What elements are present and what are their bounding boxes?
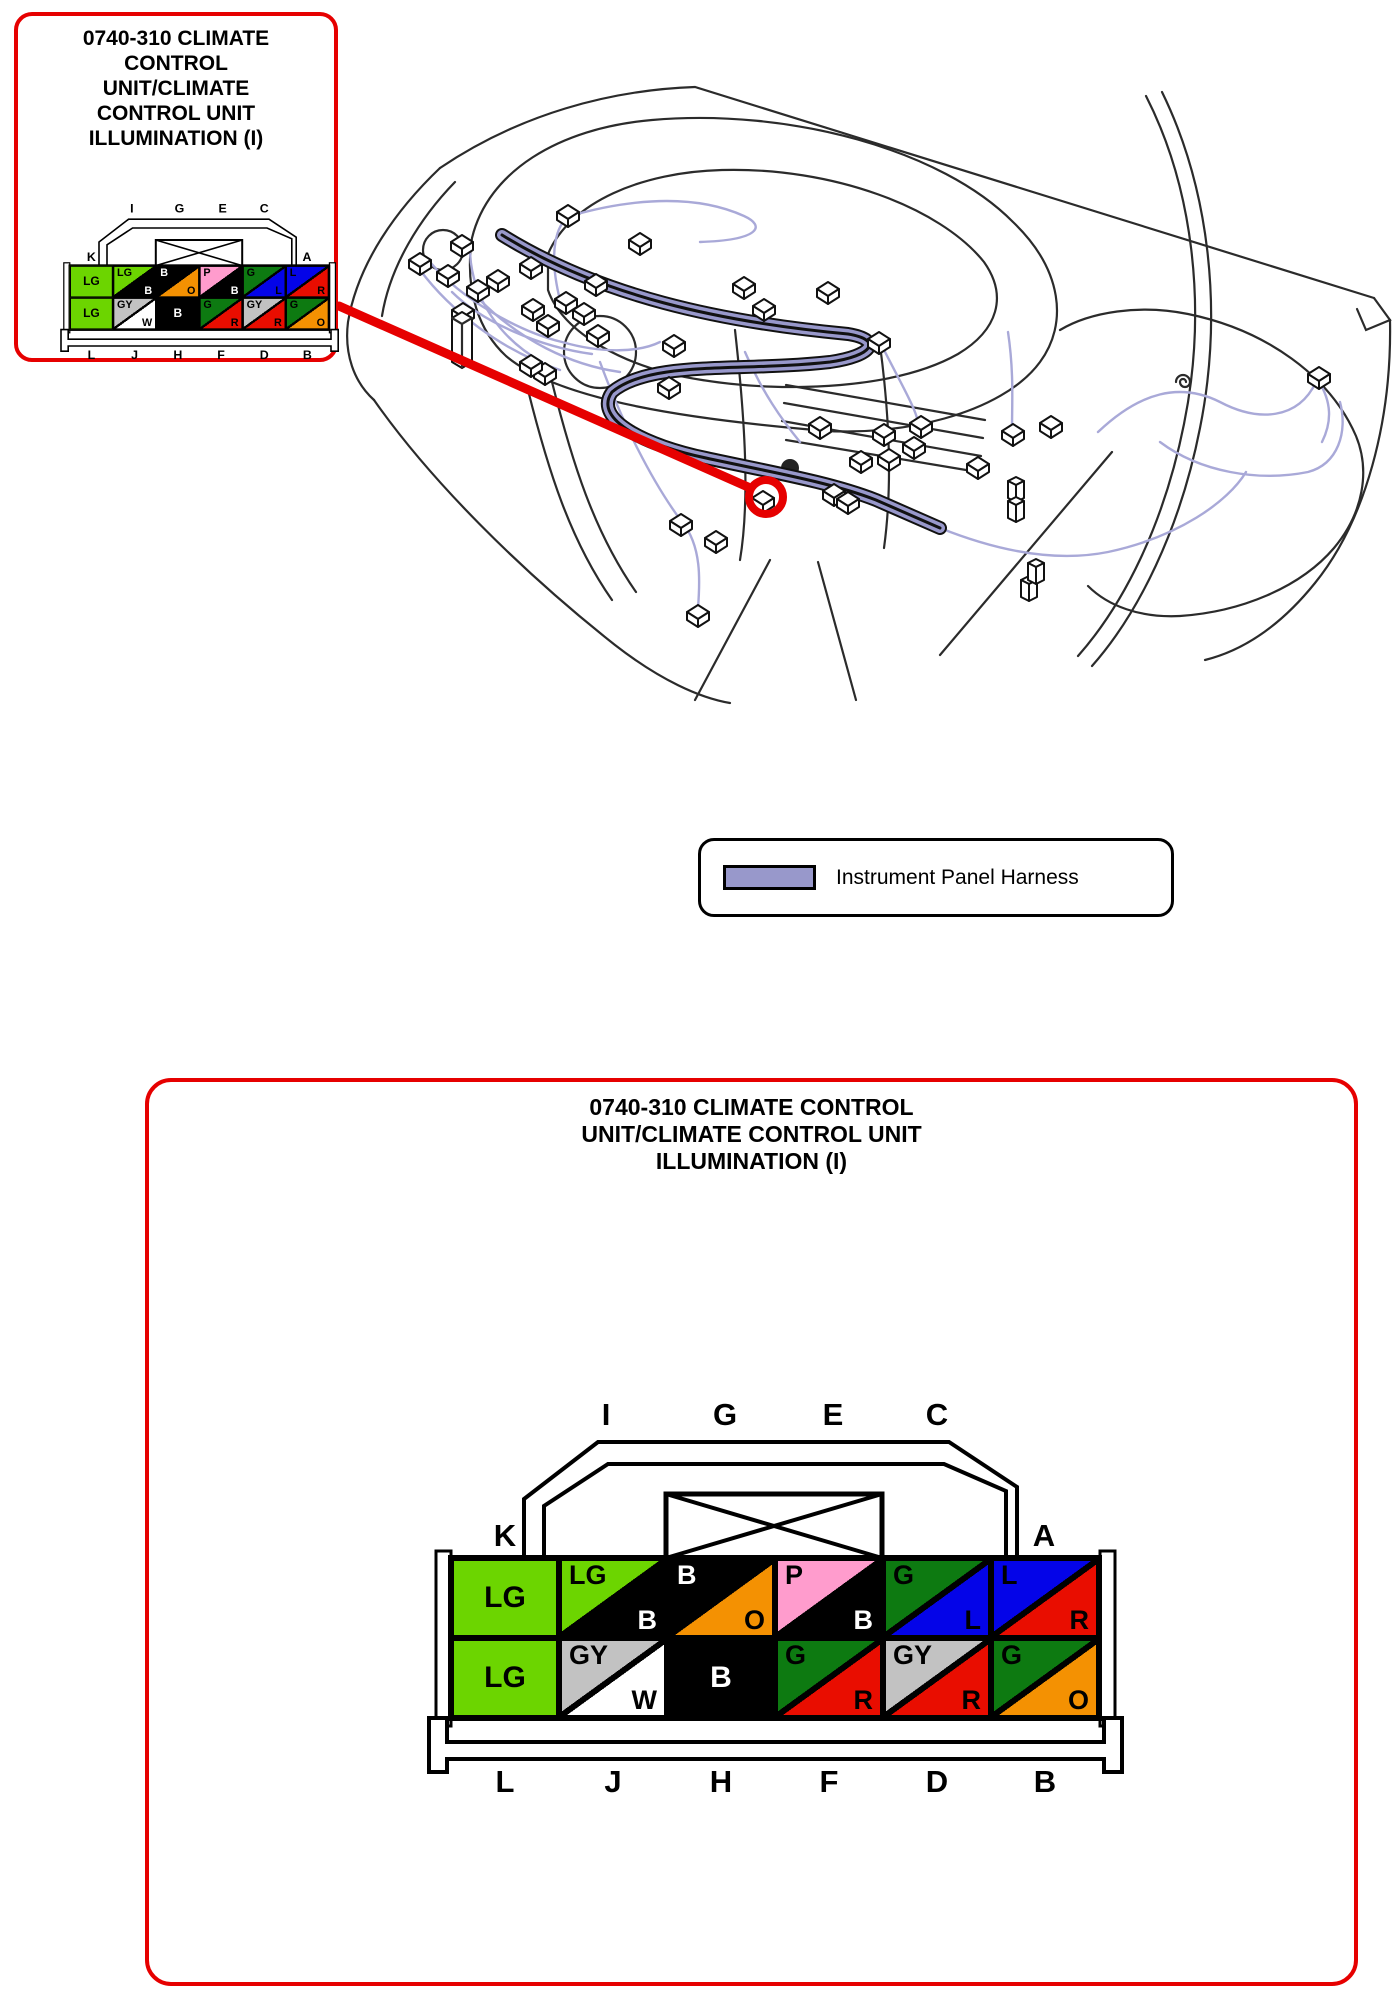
wire-color-code: B bbox=[173, 306, 183, 320]
wire-color-code: L bbox=[275, 284, 282, 297]
pin-grid bbox=[448, 1555, 1102, 1721]
connector-bottom-bracket bbox=[429, 1718, 1122, 1772]
wire-color-code: GY bbox=[117, 298, 133, 311]
pin-cell-G-O bbox=[286, 298, 329, 330]
pin-cell-G-L bbox=[883, 1558, 991, 1638]
wire-color-code: O bbox=[1067, 1685, 1089, 1715]
wire-color-code: W bbox=[142, 316, 153, 329]
pin-cell-B bbox=[667, 1638, 775, 1718]
wire-color-code: R bbox=[274, 316, 282, 329]
pin-label-bottom-L: L bbox=[87, 348, 96, 362]
detail-box bbox=[145, 1078, 1358, 1986]
pin-label-left-K: K bbox=[493, 1518, 517, 1553]
wire-color-code: B bbox=[710, 1661, 732, 1694]
pin-cell-L-R bbox=[991, 1558, 1099, 1638]
wire-color-code: B bbox=[144, 284, 153, 297]
wire-color-code: G bbox=[785, 1640, 807, 1670]
callout-title bbox=[18, 16, 334, 151]
pin-cell-LG bbox=[451, 1558, 559, 1638]
wire-color-code: B bbox=[637, 1605, 657, 1635]
pin-cell-B-O bbox=[667, 1558, 775, 1638]
harness-color-swatch bbox=[723, 865, 816, 890]
pin-label-bottom-B: B bbox=[302, 348, 312, 362]
wire-color-code: B bbox=[230, 284, 239, 297]
pin-cell-P-B bbox=[775, 1558, 883, 1638]
dashboard-line-art bbox=[330, 40, 1396, 800]
wire-color-code: R bbox=[317, 284, 325, 297]
callout-title-line: CONTROL UNIT bbox=[96, 102, 256, 125]
wire-color-code: W bbox=[631, 1685, 657, 1715]
callout-title-line: UNIT/CLIMATE bbox=[102, 77, 250, 100]
wire-color-code: B bbox=[853, 1605, 873, 1635]
pin-cell-L-R bbox=[286, 266, 329, 298]
pin-cell-LG bbox=[451, 1638, 559, 1718]
pin-cell-G-R bbox=[199, 298, 242, 330]
pin-cell-GY-W bbox=[559, 1638, 667, 1718]
detail-title-line: ILLUMINATION (I) bbox=[655, 1148, 848, 1174]
connector-right-tab bbox=[1100, 1551, 1115, 1726]
pin-cell-B bbox=[156, 298, 199, 330]
pin-grid bbox=[69, 264, 331, 330]
pin-cell-B-O bbox=[156, 266, 199, 298]
callout-title-line: CONTROL bbox=[124, 52, 228, 75]
pin-label-bottom-F: F bbox=[217, 348, 225, 362]
pin-label-top-I: I bbox=[601, 1397, 611, 1432]
wire-color-code: LG bbox=[484, 1661, 526, 1694]
pin-cell-GY-R bbox=[883, 1638, 991, 1718]
pin-label-bottom-F: F bbox=[819, 1764, 839, 1799]
wire-color-code: LG bbox=[484, 1581, 526, 1614]
pin-cell-G-L bbox=[243, 266, 286, 298]
pin-label-bottom-D: D bbox=[925, 1764, 949, 1799]
wire-color-code: LG bbox=[569, 1560, 607, 1590]
callout-title-line: ILLUMINATION (I) bbox=[88, 127, 264, 150]
wire-color-code: G bbox=[289, 298, 299, 311]
pin-cell-GY-R bbox=[243, 298, 286, 330]
connector-bottom-bracket bbox=[61, 330, 338, 352]
wire-color-code: R bbox=[230, 316, 239, 329]
pin-cell-LG-B bbox=[113, 266, 156, 298]
wire-color-code: P bbox=[785, 1560, 804, 1590]
pin-label-bottom-L: L bbox=[495, 1764, 515, 1799]
pin-label-top-E: E bbox=[218, 201, 227, 216]
dashboard-outline bbox=[347, 87, 1390, 703]
pin-label-top-I: I bbox=[130, 201, 134, 216]
pin-label-top-C: C bbox=[925, 1397, 949, 1432]
wire-color-code: R bbox=[853, 1685, 873, 1715]
wire-color-code: R bbox=[961, 1685, 981, 1715]
connector-diagram-mini bbox=[23, 200, 339, 364]
detail-title-line: UNIT/CLIMATE CONTROL UNIT bbox=[581, 1121, 922, 1147]
pin-cell-GY-W bbox=[113, 298, 156, 330]
pin-label-bottom-J: J bbox=[604, 1764, 622, 1799]
wire-color-code: L bbox=[289, 266, 297, 279]
connector-diagram-large bbox=[334, 1394, 1124, 1804]
pin-cell-G-R bbox=[775, 1638, 883, 1718]
wire-color-code: O bbox=[186, 284, 196, 297]
detail-title bbox=[149, 1082, 1354, 1175]
wire-color-code: LG bbox=[83, 306, 100, 320]
pin-label-bottom-H: H bbox=[173, 348, 183, 362]
connector-right-tab bbox=[329, 263, 335, 333]
wire-color-code: LG bbox=[83, 274, 100, 288]
wire-color-code: B bbox=[160, 266, 168, 279]
legend-label: Instrument Panel Harness bbox=[836, 865, 1079, 889]
detail-title-line: 0740-310 CLIMATE CONTROL bbox=[589, 1094, 914, 1120]
wire-color-code: LG bbox=[117, 266, 132, 279]
pin-label-bottom-J: J bbox=[131, 348, 139, 362]
pin-label-top-G: G bbox=[174, 201, 185, 216]
wire-color-code: L bbox=[964, 1605, 981, 1635]
wire-color-code: G bbox=[203, 298, 212, 311]
wire-color-code: G bbox=[1001, 1640, 1023, 1670]
legend-harness bbox=[698, 838, 1174, 917]
wire-color-code: B bbox=[677, 1560, 697, 1590]
wire-color-code: G bbox=[893, 1560, 915, 1590]
pin-label-bottom-D: D bbox=[259, 348, 269, 362]
pin-label-bottom-H: H bbox=[709, 1764, 733, 1799]
pin-label-right-A: A bbox=[1032, 1518, 1056, 1553]
pin-label-top-E: E bbox=[822, 1397, 844, 1432]
pin-cell-LG bbox=[70, 298, 113, 330]
pin-cell-LG-B bbox=[559, 1558, 667, 1638]
pin-cell-P-B bbox=[199, 266, 242, 298]
wire-color-code: O bbox=[743, 1605, 765, 1635]
wire-color-code: O bbox=[316, 316, 325, 329]
wire-color-code: R bbox=[1069, 1605, 1089, 1635]
pin-cell-LG bbox=[70, 266, 113, 298]
wire-color-code: GY bbox=[893, 1640, 933, 1670]
pin-label-top-G: G bbox=[712, 1397, 738, 1432]
callout-title-line: 0740-310 CLIMATE bbox=[82, 27, 270, 50]
wire-color-code: L bbox=[1001, 1560, 1018, 1590]
callout-marker bbox=[339, 306, 783, 514]
callout-box bbox=[14, 12, 338, 362]
pin-label-right-A: A bbox=[302, 249, 312, 264]
pin-label-bottom-B: B bbox=[1033, 1764, 1057, 1799]
pin-label-left-K: K bbox=[86, 249, 96, 264]
wire-color-code: GY bbox=[569, 1640, 609, 1670]
pin-cell-G-O bbox=[991, 1638, 1099, 1718]
wire-color-code: GY bbox=[246, 298, 263, 311]
wire-color-code: G bbox=[246, 266, 256, 279]
wire-color-code: P bbox=[203, 266, 211, 279]
pin-label-top-C: C bbox=[259, 201, 269, 216]
